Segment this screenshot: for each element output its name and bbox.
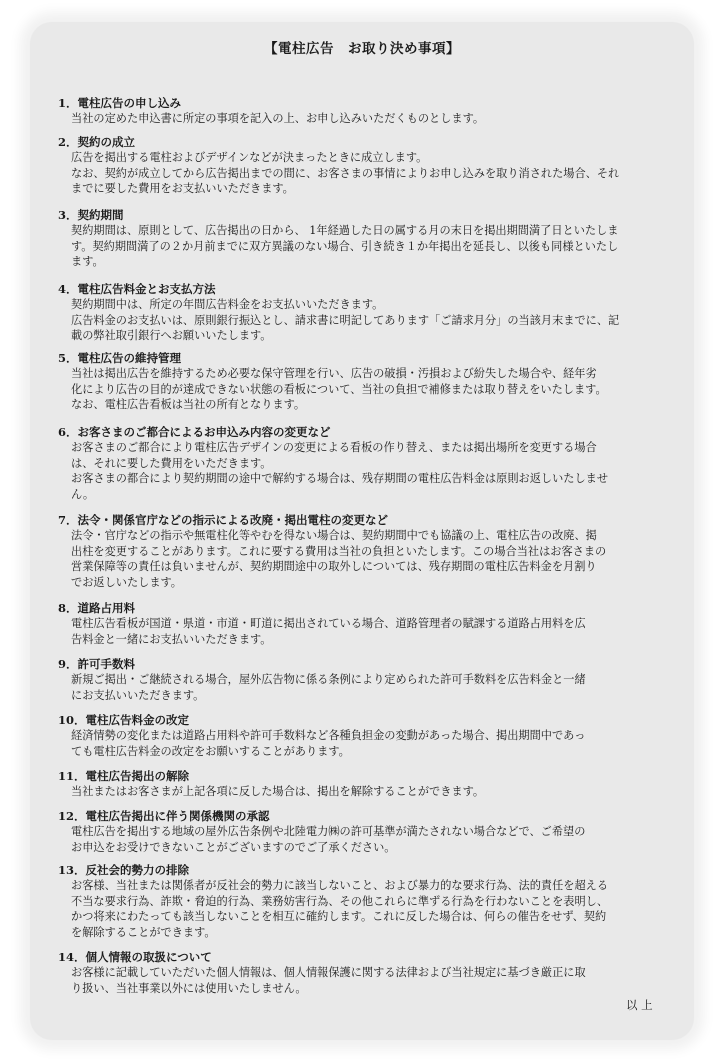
section-title: お客さまのご都合によるお申込み内容の変更など (77, 425, 331, 439)
section-title: 電柱広告の申し込み (77, 96, 182, 110)
section-body (71, 965, 674, 996)
section-body (71, 728, 674, 759)
section-title: 許可手数料 (77, 657, 136, 671)
section-title: 法令・関係官庁などの指示による改廃・掲出電柱の変更など (77, 513, 389, 527)
term-section (58, 950, 674, 996)
term-section (58, 208, 674, 270)
section-body (71, 440, 674, 502)
section-title: 個人情報の取扱について (85, 950, 212, 964)
section-body (71, 672, 674, 703)
section-text-line: 契約期間は、原則として、広告掲出の日から、 1年経過した日の属する月の末日を掲出期間満了日といたしま (71, 224, 619, 237)
section-body (71, 297, 674, 344)
section-text-line: にお支払いいただきます。 (71, 688, 205, 702)
section-number: 11 (58, 769, 75, 783)
section-text-line: 当社またはお客さまが上記各項に反した場合は、掲出を解除することができます。 (71, 785, 485, 798)
section-text-line: なお、電柱広告看板は当社の所有となります。 (71, 398, 306, 412)
section-number-dot: ． (66, 351, 78, 365)
section-number: 10 (58, 713, 75, 727)
section-number: 12 (58, 809, 75, 823)
term-section (58, 96, 674, 127)
document-title: 【電柱広告 お取り決め事項】 (264, 41, 460, 57)
section-number: 1 (58, 96, 67, 110)
section-number: 13 (58, 863, 75, 877)
section-text-line: かつ将来にわたっても該当しないことを相互に確約します。これに反した場合は、何らの催告をせず、契約 (71, 910, 607, 924)
term-section (58, 769, 674, 800)
term-section (58, 351, 674, 413)
section-text-line: 化により広告の目的が達成できない状態の看板について、当社の負担で補修または取り替えをいたします。 (71, 382, 607, 396)
section-text-line: 電柱広告看板が国道・県道・市道・町道に掲出されている場合、道路管理者の賦課する道路占用料を広 (71, 617, 586, 630)
section-body (71, 150, 674, 197)
section-body (71, 223, 674, 270)
section-heading (58, 135, 674, 150)
section-title: 電柱広告掲出の解除 (85, 769, 190, 783)
section-number: 9 (58, 657, 67, 671)
section-text-line: 契約期間中は、所定の年間広告料金をお支払いいただきます。 (71, 298, 384, 311)
section-number-dot: ． (74, 809, 86, 823)
section-text-line: を解除することができます。 (71, 925, 216, 939)
section-title: 道路占用料 (77, 601, 136, 615)
section-number-dot: ． (74, 713, 86, 727)
section-title: 契約の成立 (77, 135, 136, 149)
section-heading (58, 769, 674, 784)
section-text-line: は、それに要した費用をいただきます。 (71, 456, 272, 470)
section-body (71, 111, 674, 127)
section-number: 3 (58, 208, 67, 222)
term-section (58, 809, 674, 855)
section-body (71, 528, 674, 590)
section-text-line: 広告を掲出する電柱およびデザインなどが決まったときに成立します。 (71, 151, 428, 164)
section-number-dot: ． (66, 208, 78, 222)
section-text-line: 不当な要求行為、詐欺・脅迫的行為、業務妨害行為、その他これらに準ずる行為を行わないことを表明し、 (71, 894, 609, 908)
term-section (58, 282, 674, 344)
term-section (58, 513, 674, 590)
section-number-dot: ． (66, 513, 78, 527)
section-title: 電柱広告料金とお支払方法 (77, 282, 216, 296)
section-heading (58, 351, 674, 366)
section-number: 5 (58, 351, 67, 365)
section-number-dot: ． (66, 601, 78, 615)
section-text-line: 広告料金のお支払いは、原則銀行振込とし、請求書に明記してあります「ご請求月分」の当該月末までに、記 (71, 313, 620, 327)
section-number: 6 (58, 425, 67, 439)
term-section (58, 425, 674, 502)
section-text-line: ます。 (71, 255, 104, 269)
section-heading (58, 809, 674, 824)
section-heading (58, 208, 674, 223)
section-title: 電柱広告掲出に伴う関係機関の承認 (85, 809, 270, 823)
section-text-line: なお、契約が成立してから広告掲出までの間に、お客さまの事情によりお申し込みを取り消された場合、それ (71, 166, 620, 180)
section-number-dot: ． (74, 950, 86, 964)
section-text-line: す。契約期間満了の２か月前までに双方異議のない場合、引き続き１か年掲出を延長し、以後も同様といたし (71, 239, 619, 253)
section-title: 反社会的勢力の排除 (85, 863, 190, 877)
section-text-line: でお返しいたします。 (71, 575, 182, 589)
section-number-dot: ． (66, 135, 78, 149)
section-heading (58, 713, 674, 728)
section-body (71, 878, 674, 940)
section-heading (58, 282, 674, 297)
section-text-line: お客様に記載していただいた個人情報は、個人情報保護に関する法律および当社規定に基づき厳正に取 (71, 966, 586, 979)
section-heading (58, 863, 674, 878)
section-text-line: 営業保障等の責任は負いませんが、契約期間途中の取外しについては、残存期間の電柱広告料金を月割り (71, 560, 597, 574)
section-heading (58, 425, 674, 440)
term-section (58, 135, 674, 197)
section-number-dot: ． (66, 282, 78, 296)
closing-mark: 以 上 (626, 998, 653, 1012)
section-text-line: 法令・官庁などの指示や無電柱化等やむを得ない場合は、契約期間中でも協議の上、電柱広告の改廃、掲 (71, 529, 597, 542)
section-text-line: お客様、当社または関係者が反社会的勢力に該当しないこと、および暴力的な要求行為、法的責任を超える (71, 879, 609, 892)
section-text-line: 告料金と一緒にお支払いいただきます。 (71, 632, 272, 646)
section-heading (58, 657, 674, 672)
term-section (58, 601, 674, 647)
section-text-line: お客さまの都合により契約期間の途中で解約する場合は、残存期間の電柱広告料金は原則お返しいたしませ (71, 472, 609, 486)
section-text-line: までに要した費用をお支払いいただきます。 (71, 182, 294, 196)
section-text-line: ても電柱広告料金の改定をお願いすることがあります。 (71, 744, 350, 758)
section-number-dot: ． (66, 96, 78, 110)
section-text-line: 出柱を変更することがあります。これに要する費用は当社の負担といたします。この場合当社はお客さまの (71, 544, 607, 558)
section-body (71, 824, 674, 855)
term-section (58, 657, 674, 703)
section-number-dot: ． (66, 425, 78, 439)
section-number: 2 (58, 135, 67, 149)
section-text-line: 電柱広告を掲出する地域の屋外広告条例や北陸電力㈱の許可基準が満たされない場合などで、ご希望の (71, 825, 586, 838)
section-number-dot: ． (74, 769, 86, 783)
section-heading (58, 96, 674, 111)
section-text-line: ん。 (71, 487, 95, 501)
section-text-line: 載の弊社取引銀行へお願いいたします。 (71, 329, 272, 343)
section-number: 4 (58, 282, 67, 296)
section-text-line: り扱い、当社事業以外には使用いたしません。 (71, 981, 307, 995)
section-heading (58, 513, 674, 528)
section-heading (58, 601, 674, 616)
section-heading (58, 950, 674, 965)
section-text-line: お申込をお受けできないことがございますのでご了承ください。 (71, 840, 396, 854)
term-section (58, 713, 674, 759)
section-title: 電柱広告料金の改定 (85, 713, 190, 727)
section-text-line: 当社の定めた申込書に所定の事項を記入の上、お申し込みいただくものとします。 (71, 112, 485, 125)
section-text-line: 新規ご掲出・ご継続される場合，屋外広告物に係る条例により定められた許可手数料を広告料金と一緒 (71, 673, 586, 686)
section-text-line: 経済情勢の変化または道路占用料や許可手数料など各種負担金の変動があった場合、掲出期間中であっ (71, 729, 586, 742)
section-number: 14 (58, 950, 75, 964)
section-number-dot: ． (66, 657, 78, 671)
section-number-dot: ． (74, 863, 86, 877)
section-text-line: 当社は掲出広告を維持するため必要な保守管理を行い、広告の破損・汚損および紛失した場合や、経年劣 (71, 367, 597, 380)
section-title: 電柱広告の維持管理 (77, 351, 182, 365)
section-body (71, 366, 674, 413)
section-number: 8 (58, 601, 67, 615)
section-title: 契約期間 (77, 208, 124, 222)
section-body (71, 616, 674, 647)
section-number: 7 (58, 513, 67, 527)
section-body (71, 784, 674, 800)
section-text-line: お客さまのご都合により電柱広告デザインの変更による看板の作り替え、または掲出場所を変更する場合 (71, 441, 597, 454)
term-section (58, 863, 674, 940)
